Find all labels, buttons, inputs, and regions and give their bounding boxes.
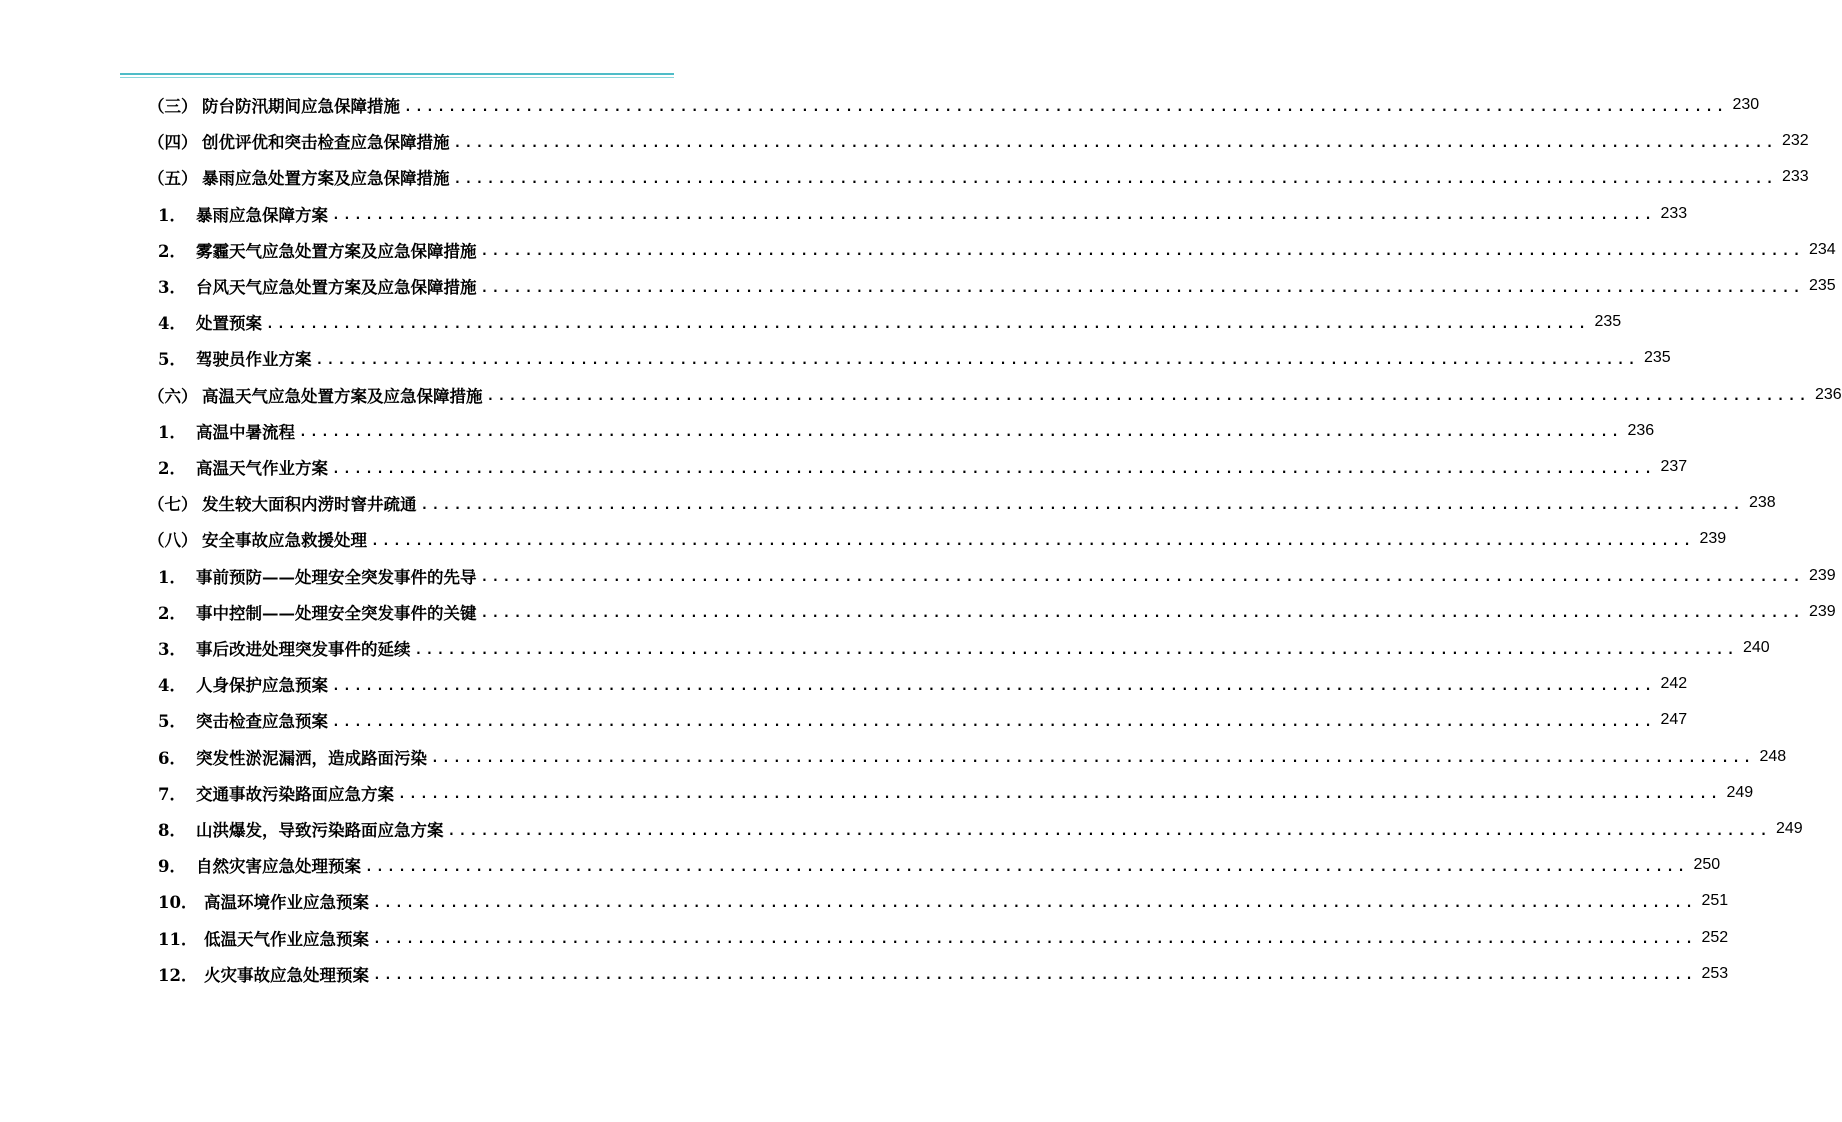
toc-entry-page-number: 233 (1782, 168, 1809, 186)
toc-entry-title: 发生较大面积内涝时窨井疏通 (202, 495, 417, 515)
toc-entry-title: 暴雨应急处置方案及应急保障措施 (202, 169, 450, 189)
toc-entry-page-number: 237 (1660, 458, 1688, 475)
toc-dot-leader: ........................................................................................................................ (414, 642, 1738, 658)
toc-entry-title: 台风天气应急处置方案及应急保障措施 (196, 278, 477, 297)
toc-entry-page-number: 250 (1693, 856, 1721, 874)
toc-entry-number: 2． (158, 241, 186, 261)
toc-entry-page-number: 249 (1726, 783, 1754, 801)
toc-entry-number: 3． (158, 278, 186, 297)
toc-entry[interactable] (0, 380, 1842, 410)
toc-entry-title: 驾驶员作业方案 (196, 350, 312, 370)
toc-dot-leader: ........................................................................................................................ (332, 208, 1656, 224)
toc-entry-page-number: 240 (1743, 639, 1770, 656)
toc-dot-leader: ........................................................................................................................ (373, 968, 1697, 984)
toc-entry-title: 火灾事故应急处理预案 (204, 965, 369, 985)
toc-entry-page-number: 239 (1699, 530, 1727, 548)
toc-entry-number: 10． (158, 893, 198, 913)
toc-dot-leader: ........................................................................................................................ (373, 932, 1697, 948)
toc-entry-number: 11． (158, 929, 198, 949)
toc-entry[interactable] (0, 199, 1688, 229)
toc-entry-number: 7． (158, 784, 186, 804)
toc-dot-leader: ........................................................................................................................ (453, 135, 1777, 151)
toc-entry-number: （三） (148, 97, 198, 116)
toc-entry-title: 雾霾天气应急处置方案及应急保障措施 (196, 241, 477, 261)
toc-entry-number: 3． (158, 640, 186, 659)
toc-dot-leader: ........................................................................................................................ (299, 425, 1623, 441)
toc-entry[interactable] (0, 959, 1729, 989)
toc-entry-title: 安全事故应急救援处理 (202, 531, 367, 551)
toc-entry-page-number: 236 (1815, 385, 1842, 403)
toc-dot-leader: ........................................................................................................................ (371, 533, 1695, 549)
toc-entry-page-number: 251 (1701, 892, 1729, 910)
toc-entry-number: 4． (158, 314, 186, 334)
toc-entry-page-number: 238 (1749, 494, 1776, 512)
toc-entry-number: （五） (148, 169, 198, 189)
toc-entry-title: 低温天气作业应急预案 (204, 929, 369, 949)
toc-entry[interactable] (0, 633, 1770, 663)
toc-entry-number: 4． (158, 676, 186, 696)
toc-entry-page-number: 242 (1660, 675, 1688, 693)
toc-dot-leader: ........................................................................................................................ (266, 316, 1590, 332)
toc-entry-page-number: 235 (1809, 277, 1836, 294)
toc-entry-title: 防台防汛期间应急保障措施 (202, 97, 400, 116)
toc-entry[interactable] (0, 705, 1688, 735)
toc-entry[interactable] (0, 235, 1836, 265)
toc-entry-title: 高温天气作业方案 (196, 459, 328, 478)
toc-dot-leader: ........................................................................................................................ (431, 751, 1755, 767)
toc-entry-title: 暴雨应急保障方案 (196, 205, 328, 225)
toc-entry-title: 高温环境作业应急预案 (204, 893, 369, 913)
toc-entry-title: 事中控制——处理安全突发事件的关键 (196, 603, 477, 623)
toc-entry-number: 8． (158, 821, 186, 840)
toc-dot-leader: ........................................................................................................................ (332, 714, 1656, 730)
toc-entry-title: 交通事故污染路面应急方案 (196, 784, 394, 804)
toc-entry-number: 6． (158, 748, 186, 768)
toc-dot-leader: ........................................................................................................................ (480, 606, 1804, 622)
toc-dot-leader: ........................................................................................................................ (480, 570, 1804, 586)
toc-entry-title: 山洪爆发，导致污染路面应急方案 (196, 821, 444, 840)
toc-entry-number: 2． (158, 459, 186, 478)
toc-entry-number: （七） (148, 495, 198, 515)
toc-entry[interactable] (0, 343, 1671, 373)
toc-entry-title: 人身保护应急预案 (196, 676, 328, 696)
toc-entry[interactable] (0, 850, 1721, 880)
toc-dot-leader: ........................................................................................................................ (365, 859, 1689, 875)
toc-entry[interactable] (0, 524, 1727, 554)
toc-dot-leader: ........................................................................................................................ (404, 99, 1728, 115)
toc-dot-leader: ........................................................................................................................ (453, 171, 1777, 187)
toc-entry-title: 处置预案 (196, 314, 262, 334)
toc-entry[interactable] (0, 923, 1729, 953)
toc-entry[interactable] (0, 778, 1754, 808)
toc-entry-title: 自然灾害应急处理预案 (196, 857, 361, 877)
toc-dot-leader: ........................................................................................................................ (398, 787, 1722, 803)
toc-dot-leader: ........................................................................................................................ (373, 895, 1697, 911)
toc-entry-title: 突击检查应急预案 (196, 712, 328, 732)
toc-entry[interactable] (0, 416, 1655, 446)
toc-entry-page-number: 236 (1627, 421, 1655, 439)
toc-entry[interactable] (0, 669, 1688, 699)
toc-entry[interactable] (0, 90, 1760, 120)
toc-entry[interactable] (0, 814, 1803, 844)
toc-entry-number: （八） (148, 531, 198, 551)
toc-entry-page-number: 249 (1776, 820, 1803, 837)
toc-entry-page-number: 235 (1644, 349, 1671, 367)
header-rule-thin (120, 77, 674, 78)
toc-entry-page-number: 239 (1809, 602, 1836, 620)
toc-entry-number: 1． (158, 205, 186, 225)
toc-entry[interactable] (0, 886, 1729, 916)
toc-entry-page-number: 247 (1660, 711, 1688, 729)
toc-entry-title: 突发性淤泥漏洒，造成路面污染 (196, 748, 427, 768)
toc-entry-number: （六） (148, 386, 198, 406)
toc-dot-leader: ........................................................................................................................ (420, 497, 1744, 513)
toc-entry-page-number: 233 (1660, 204, 1688, 222)
toc-dot-leader: ........................................................................................................................ (315, 352, 1639, 368)
toc-entry-number: 1． (158, 567, 186, 587)
toc-entry-page-number: 252 (1701, 928, 1729, 946)
toc-entry-page-number: 235 (1594, 313, 1622, 331)
toc-entry[interactable] (0, 307, 1622, 337)
toc-dot-leader: ........................................................................................................................ (480, 244, 1804, 260)
toc-entry-page-number: 232 (1782, 132, 1809, 150)
toc-entry[interactable] (0, 597, 1836, 627)
toc-entry-title: 高温中暑流程 (196, 422, 295, 442)
toc-entry-title: 事前预防——处理安全突发事件的先导 (196, 567, 477, 587)
toc-entry-page-number: 253 (1701, 964, 1729, 982)
toc-entry-page-number: 230 (1732, 96, 1760, 113)
toc-entry-title: 创优评优和突击检查应急保障措施 (202, 133, 450, 153)
toc-dot-leader: ........................................................................................................................ (332, 461, 1656, 477)
toc-entry[interactable] (0, 452, 1688, 482)
toc-dot-leader: ........................................................................................................................ (480, 280, 1804, 296)
toc-entry-title: 事后改进处理突发事件的延续 (196, 640, 411, 659)
toc-entry[interactable] (0, 742, 1787, 772)
header-rule (120, 73, 674, 75)
toc-entry-title: 高温天气应急处置方案及应急保障措施 (202, 386, 483, 406)
toc-entry[interactable] (0, 162, 1809, 192)
toc-entry-page-number: 234 (1809, 240, 1836, 258)
toc-entry[interactable] (0, 488, 1776, 518)
toc-entry-page-number: 239 (1809, 566, 1836, 584)
toc-entry-number: 2． (158, 603, 186, 623)
toc-dot-leader: ........................................................................................................................ (447, 823, 1771, 839)
toc-entry[interactable] (0, 271, 1836, 301)
toc-dot-leader: ........................................................................................................................ (332, 678, 1656, 694)
toc-entry-page-number: 248 (1759, 747, 1787, 765)
toc-entry-number: 12． (158, 965, 198, 985)
toc-entry-number: 1． (158, 422, 186, 442)
toc-entry[interactable] (0, 126, 1809, 156)
toc-entry-number: （四） (148, 133, 198, 153)
toc-entry[interactable] (0, 561, 1836, 591)
toc-entry-number: 5． (158, 712, 186, 732)
toc-dot-leader: ........................................................................................................................ (486, 389, 1810, 405)
toc-entry-number: 9． (158, 857, 186, 877)
toc-entry-number: 5． (158, 350, 186, 370)
